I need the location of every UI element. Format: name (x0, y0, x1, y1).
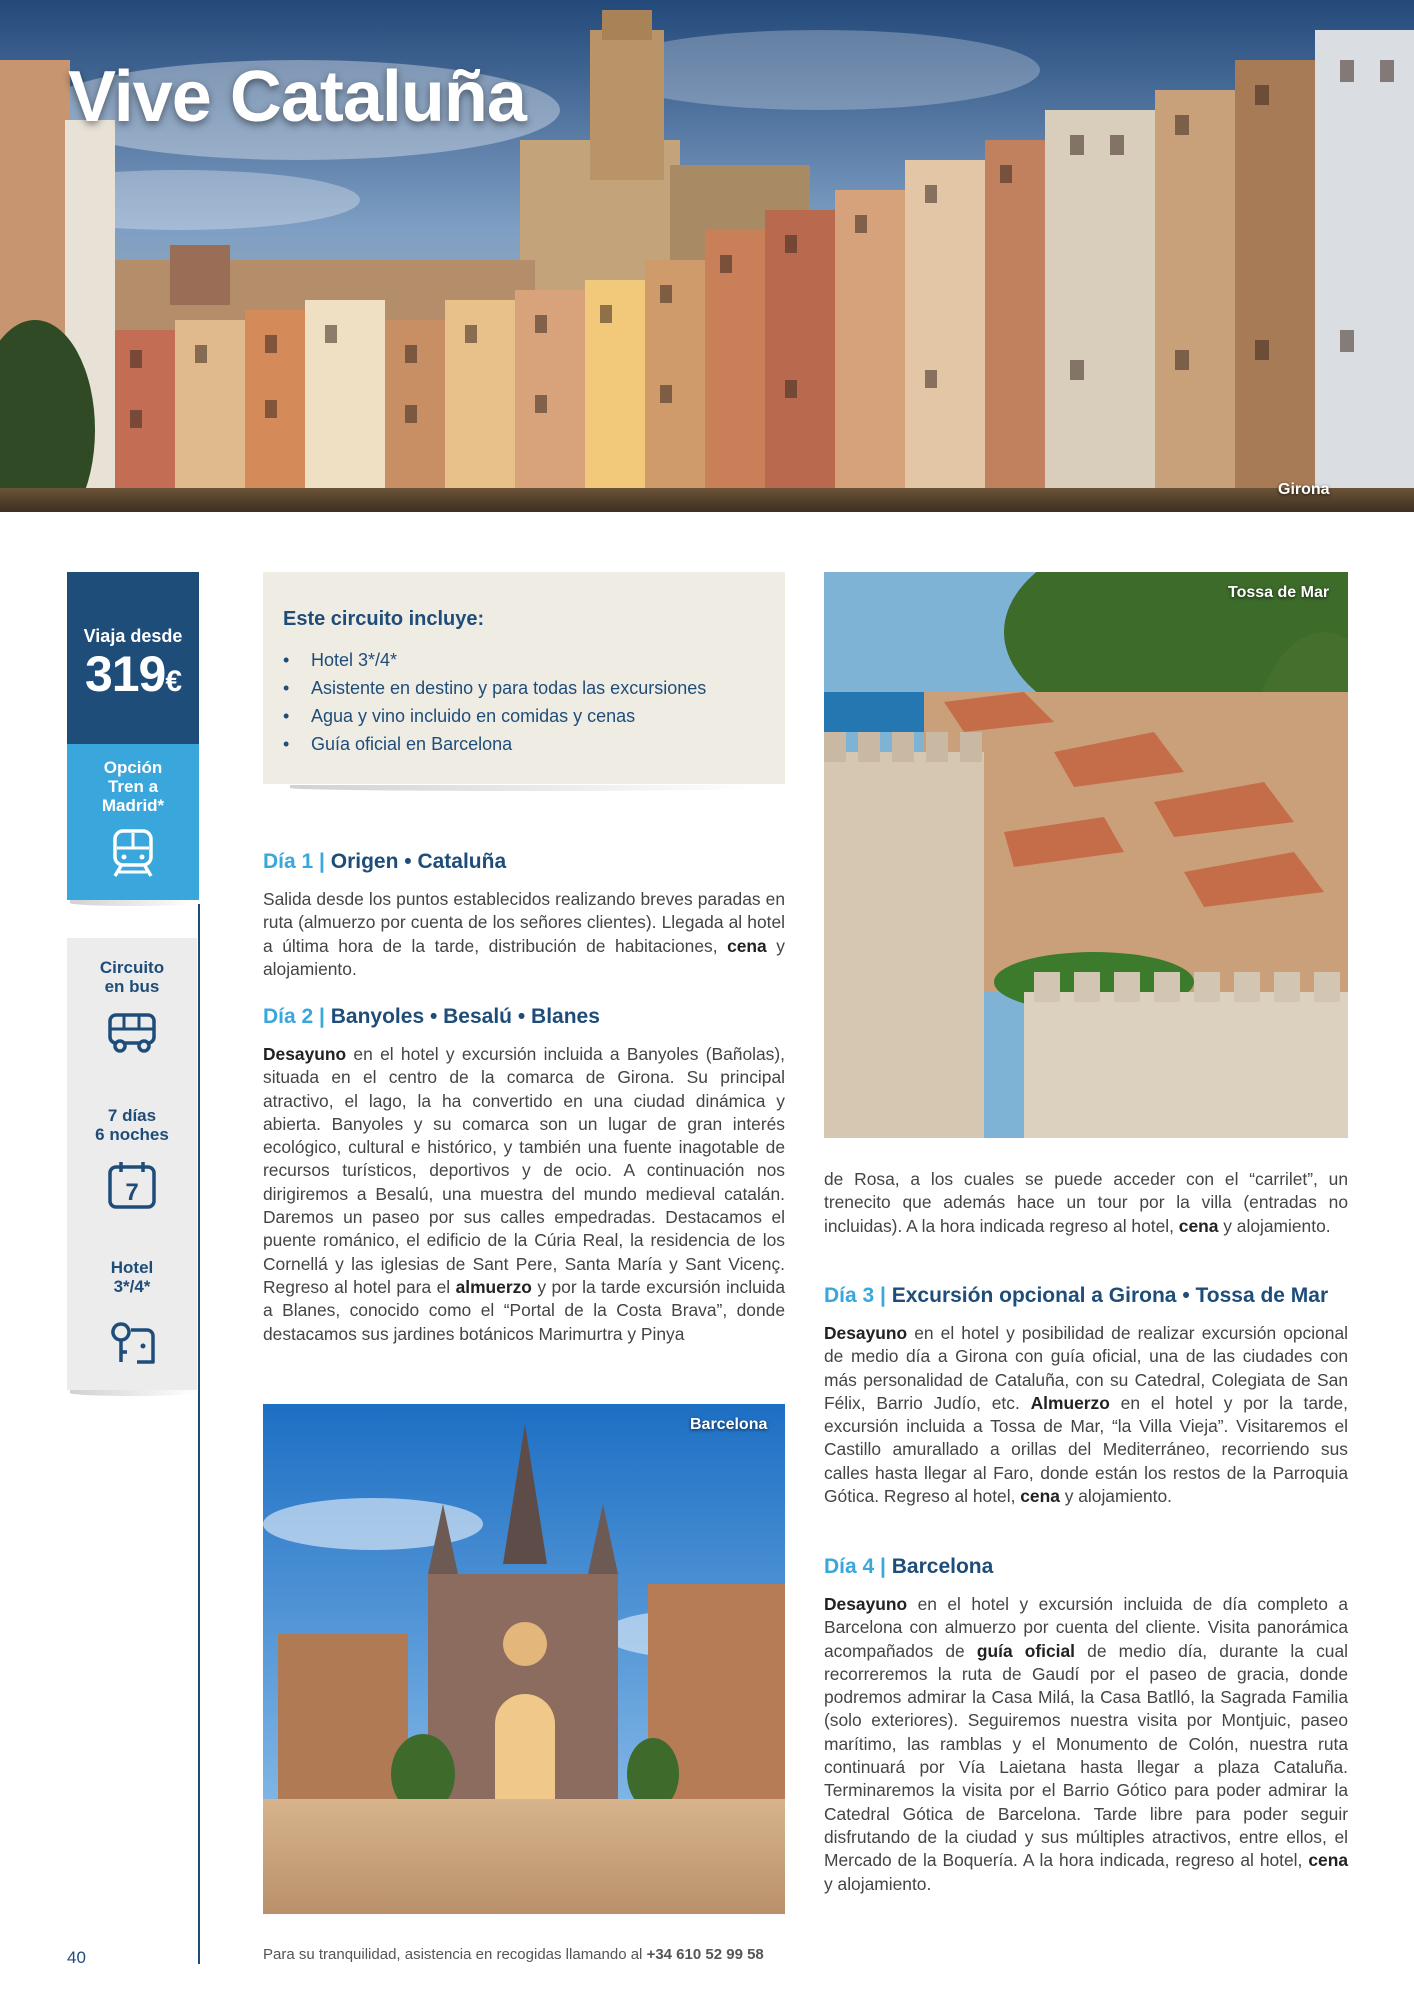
tossa-de-mar-photo (824, 572, 1348, 1138)
day-2-text-continued: de Rosa, a los cuales se puede acceder con el “carrilet”, un trenecito que además hace un tour por la villa (entradas no incluidas). A la hora indicada regreso al hotel, cena y alojamiento. (824, 1169, 1348, 1236)
includes-box (263, 572, 785, 784)
assistance-phone: +34 610 52 99 58 (646, 1946, 764, 1963)
includes-item: • Hotel 3*/4* (283, 650, 398, 670)
day-2-heading: Día 2 | Banyoles • Besalú • Blanes (263, 1005, 600, 1028)
shadow-decoration (70, 1390, 196, 1396)
page-title: Vive Cataluña (68, 57, 526, 137)
feature-hotel-label: Hotel 3*/4* (110, 1258, 154, 1296)
footer-note: Para su tranquilidad, asistencia en recogidas llamando al +34 610 52 99 58 (263, 1946, 764, 1963)
barcelona-cathedral-photo (263, 1404, 785, 1914)
includes-title: Este circuito incluye: (283, 608, 485, 630)
day-3-heading: Día 3 | Excursión opcional a Girona • Tossa de Mar (824, 1284, 1329, 1307)
day-2-text: Desayuno en el hotel y excursión incluida a Banyoles (Bañolas), situada en el centro de la comarca de Girona. Su principal atractivo, el lago, la ha convertido en una ciudad dinámica y abierta. Banyoles y su comarca son un lugar de gran interés ecológico, cultural e histórico, y también una fuente inagotable de recursos turísticos, deportivos y de ocio. A continuación nos dirigiremos a Besalú, una muestra del mundo medieval catalán. Daremos un paseo por sus calles empedradas. Destacamos el puente románico, el edificio de la Cúria Real, la residencia de los Cornellá y las iglesias de Sant Pere, Santa María y Sant Vicenç. Regreso al hotel para el almuerzo y por la tarde excursión incluida a Blanes, conocido como el “Portal de la Costa Brava”, donde destacamos sus jardines botánicos Marimurtra y Pinya (263, 1044, 785, 1344)
includes-item: • Asistente en destino y para todas las excursiones (283, 678, 707, 698)
price-amount (67, 646, 199, 702)
day-4-text: Desayuno en el hotel y excursión incluida de día completo a Barcelona con almuerzo por cuenta del cliente. Visita panorámica acompañados de guía oficial de medio día, durante la cual recorreremos la ruta de Gaudí por el paseo de gracia, donde podremos admirar la Casa Milá, la Casa Batlló, la Sagrada Familia (solo exteriores). Seguiremos nuestra visita por Montjuic, paseo marítimo, las ramblas y el Monumento de Colón, nuestra ruta continuará por Vía Laietana hasta llegar a plaza Cataluña. Terminaremos la visita por el Barrio Gótico para poder admirar la Catedral Gótica de Barcelona. Tarde libre para poder seguir disfrutando de la ciudad y sus múltiples atractivos, entre ellos, el Mercado de la Boquería. A la hora indicada, regreso al hotel, cena y alojamiento. (824, 1594, 1348, 1894)
features-box (67, 938, 197, 1390)
barcelona-cathedral-illustration (263, 1404, 785, 1914)
train-option-box (67, 744, 199, 900)
bus-icon (107, 1012, 157, 1054)
sidebar-divider (198, 904, 200, 1964)
train-option-label: Opción Tren a Madrid* (101, 758, 165, 815)
price-currency: € (165, 665, 182, 698)
page-number: 40 (67, 1948, 86, 1967)
barcelona-caption: Barcelona (690, 1416, 768, 1433)
train-icon (111, 828, 155, 878)
includes-list (283, 646, 706, 758)
calendar-icon (107, 1160, 157, 1210)
includes-item: • Agua y vino incluido en comidas y cenas (283, 706, 636, 726)
tossa-caption: Tossa de Mar (1228, 584, 1330, 601)
tossa-de-mar-illustration (824, 572, 1348, 1138)
shadow-decoration (290, 785, 760, 791)
price-value: 319 (84, 646, 166, 702)
shadow-decoration (70, 900, 196, 906)
feature-duration-label: 7 días 6 noches (95, 1106, 169, 1144)
day-4-heading: Día 4 | Barcelona (824, 1555, 994, 1578)
feature-bus-label: Circuito en bus (99, 958, 165, 996)
svg-text:7: 7 (125, 1179, 139, 1206)
includes-item: • Guía oficial en Barcelona (283, 734, 513, 754)
hotel-icon (107, 1316, 157, 1366)
hero-photo-girona (0, 0, 1414, 512)
price-label: Viaja desde (83, 626, 183, 646)
price-box (67, 572, 199, 744)
hero-caption: Girona (1278, 481, 1330, 498)
day-3-text: Desayuno en el hotel y posibilidad de realizar excursión opcional de medio día a Girona con guía oficial, una de las ciudades con más personalidad de Cataluña, con su Catedral, Colegiata de San Félix, Barrio Judío, etc. Almuerzo en el hotel y por la tarde, excursión incluida a Tossa de Mar, “la Villa Vieja”. Visitaremos el Castillo amurallado a orillas del Mediterráneo, recorriendo sus calles hasta llegar al Faro, donde están los restos de la Parroquia Gótica. Regreso al hotel, cena y alojamiento. (824, 1323, 1348, 1507)
day-1-heading: Día 1 | Origen • Cataluña (263, 850, 507, 873)
day-1-text: Salida desde los puntos establecidos realizando breves paradas en ruta (almuerzo por cuenta de los señores clientes). Llegada al hotel a última hora de la tarde, distribución de habitaciones, cena y alojamiento. (263, 889, 785, 979)
